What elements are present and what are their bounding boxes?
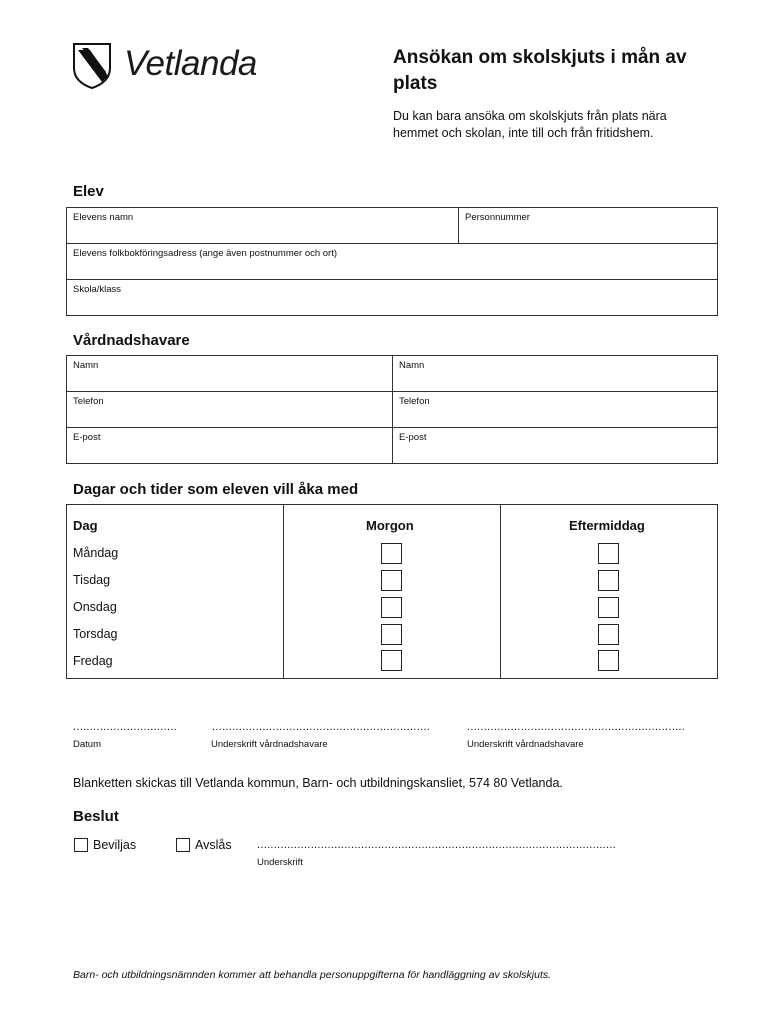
address-label: Elevens folkbokföringsadress (ange även postnummer och ort) (73, 248, 338, 259)
date-line[interactable]: ............................... (73, 721, 178, 733)
col-header-afternoon: Eftermiddag (569, 518, 645, 533)
school-class-label: Skola/klass (73, 284, 122, 295)
date-label: Datum (73, 739, 101, 750)
guardian2-name-label: Namn (399, 360, 425, 371)
checkbox-monday-afternoon[interactable] (598, 543, 619, 564)
send-to-text: Blanketten skickas till Vetlanda kommun, Barn- och utbildningskansliet, 574 80 Vetlanda. (73, 776, 563, 790)
day-label-tuesday: Tisdag (73, 573, 111, 587)
guardian1-email-field[interactable] (66, 427, 393, 464)
guardian1-signature-line[interactable]: ................................................................. (212, 721, 431, 733)
col-header-day: Dag (73, 518, 98, 533)
col-header-morning: Morgon (366, 518, 414, 533)
guardian1-signature-label: Underskrift vårdnadshavare (211, 739, 328, 750)
checkbox-monday-morning[interactable] (381, 543, 402, 564)
student-name-field[interactable] (66, 207, 459, 244)
guardian-table (66, 355, 718, 464)
day-label-wednesday: Onsdag (73, 600, 117, 614)
guardian2-name-field[interactable] (392, 355, 718, 392)
guardian2-email-field[interactable] (392, 427, 718, 464)
column-divider (500, 505, 501, 678)
checkbox-approve[interactable] (74, 838, 88, 852)
student-name-label: Elevens namn (73, 212, 134, 223)
checkbox-tuesday-afternoon[interactable] (598, 570, 619, 591)
checkbox-wednesday-morning[interactable] (381, 597, 402, 618)
checkbox-thursday-morning[interactable] (381, 624, 402, 645)
guardian1-phone-label: Telefon (73, 396, 104, 407)
approve-label: Beviljas (93, 838, 137, 852)
checkbox-wednesday-afternoon[interactable] (598, 597, 619, 618)
personal-number-label: Personnummer (465, 212, 530, 223)
checkbox-friday-afternoon[interactable] (598, 650, 619, 671)
page-title: Ansökan om skolskjuts i mån av plats (393, 47, 687, 94)
personal-number-field[interactable] (458, 207, 718, 244)
address-field[interactable] (66, 243, 718, 280)
footer-note: Barn- och utbildningsnämnden kommer att behandla personuppgifterna för handläggning av skolskjuts. (73, 969, 552, 981)
section-heading-schedule: Dagar och tider som eleven vill åka med (73, 481, 359, 498)
section-heading-decision: Beslut (73, 808, 119, 825)
guardian1-phone-field[interactable] (66, 391, 393, 428)
decision-signature-line[interactable]: ........................................................................................................... (257, 839, 617, 851)
day-label-monday: Måndag (73, 546, 119, 560)
guardian2-email-label: E-post (399, 432, 427, 443)
reject-label: Avslås (195, 838, 232, 852)
guardian2-signature-line[interactable]: ................................................................. (467, 721, 686, 733)
guardian2-phone-label: Telefon (399, 396, 430, 407)
decision-signature-label: Underskrift (257, 857, 303, 868)
section-heading-guardian: Vårdnadshavare (73, 332, 190, 349)
guardian2-phone-field[interactable] (392, 391, 718, 428)
intro-text: Du kan bara ansöka om skolskjuts från plats nära hemmet och skolan, inte till och från fritidshem. (393, 109, 667, 140)
checkbox-thursday-afternoon[interactable] (598, 624, 619, 645)
guardian2-signature-label: Underskrift vårdnadshavare (467, 739, 584, 750)
checkbox-reject[interactable] (176, 838, 190, 852)
coat-of-arms-icon (72, 42, 112, 90)
day-label-thursday: Torsdag (73, 627, 118, 641)
vetlanda-logo (72, 42, 272, 92)
section-heading-elev: Elev (73, 183, 104, 200)
checkbox-tuesday-morning[interactable] (381, 570, 402, 591)
elev-table (66, 207, 718, 316)
checkbox-friday-morning[interactable] (381, 650, 402, 671)
school-class-field[interactable] (66, 279, 718, 316)
guardian1-email-label: E-post (73, 432, 101, 443)
guardian1-name-field[interactable] (66, 355, 393, 392)
logo-text: Vetlanda (124, 44, 257, 83)
guardian1-name-label: Namn (73, 360, 99, 371)
day-label-friday: Fredag (73, 654, 113, 668)
column-divider (283, 505, 284, 678)
